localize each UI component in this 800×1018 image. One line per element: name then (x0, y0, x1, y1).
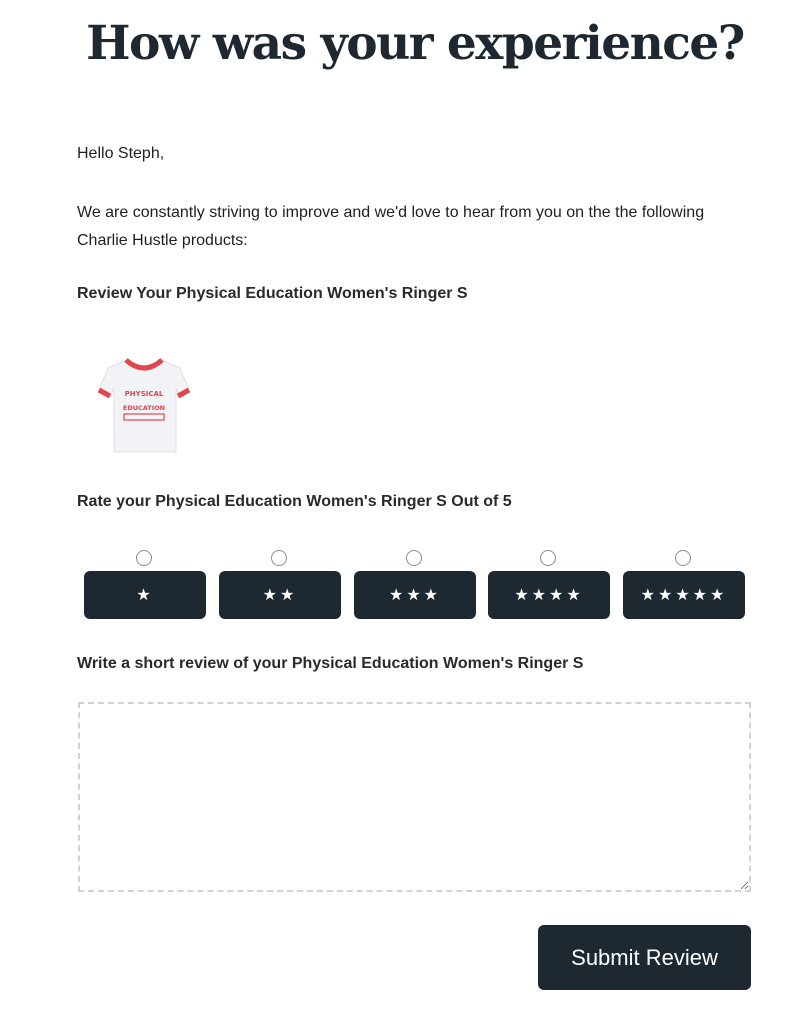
review-textarea[interactable] (78, 702, 751, 892)
rating-3-stars-button[interactable]: ★★★ (354, 571, 476, 619)
page-title: How was your experience? (86, 16, 744, 71)
rating-2-stars-button[interactable]: ★★ (219, 571, 341, 619)
rating-4-radio[interactable] (540, 550, 556, 566)
rating-option-2[interactable] (219, 550, 341, 620)
rating-option-5[interactable] (623, 550, 745, 620)
rating-option-1[interactable] (84, 550, 206, 620)
review-product-heading: Review Your Physical Education Women's Ringer S (77, 285, 468, 302)
rating-5-stars-button[interactable]: ★★★★★ (623, 571, 745, 619)
rating-1-stars-button[interactable]: ★ (84, 571, 206, 619)
rating-5-radio[interactable] (675, 550, 691, 566)
rating-option-3[interactable] (354, 550, 476, 620)
rating-1-radio[interactable] (136, 550, 152, 566)
rating-heading: Rate your Physical Education Women's Ringer S Out of 5 (77, 493, 512, 510)
greeting-text: Hello Steph, (77, 145, 165, 162)
svg-text:PHYSICAL: PHYSICAL (124, 390, 164, 398)
submit-review-button[interactable]: Submit Review (538, 925, 751, 990)
write-review-heading: Write a short review of your Physical Education Women's Ringer S (77, 655, 584, 672)
rating-option-4[interactable] (488, 550, 610, 620)
svg-text:EDUCATION: EDUCATION (122, 404, 166, 412)
rating-4-stars-button[interactable]: ★★★★ (488, 571, 610, 619)
rating-2-radio[interactable] (271, 550, 287, 566)
intro-text: We are constantly striving to improve and we'd love to hear from you on the the following Charlie Hustle products: (77, 204, 705, 249)
product-image (96, 352, 192, 458)
rating-3-radio[interactable] (406, 550, 422, 566)
